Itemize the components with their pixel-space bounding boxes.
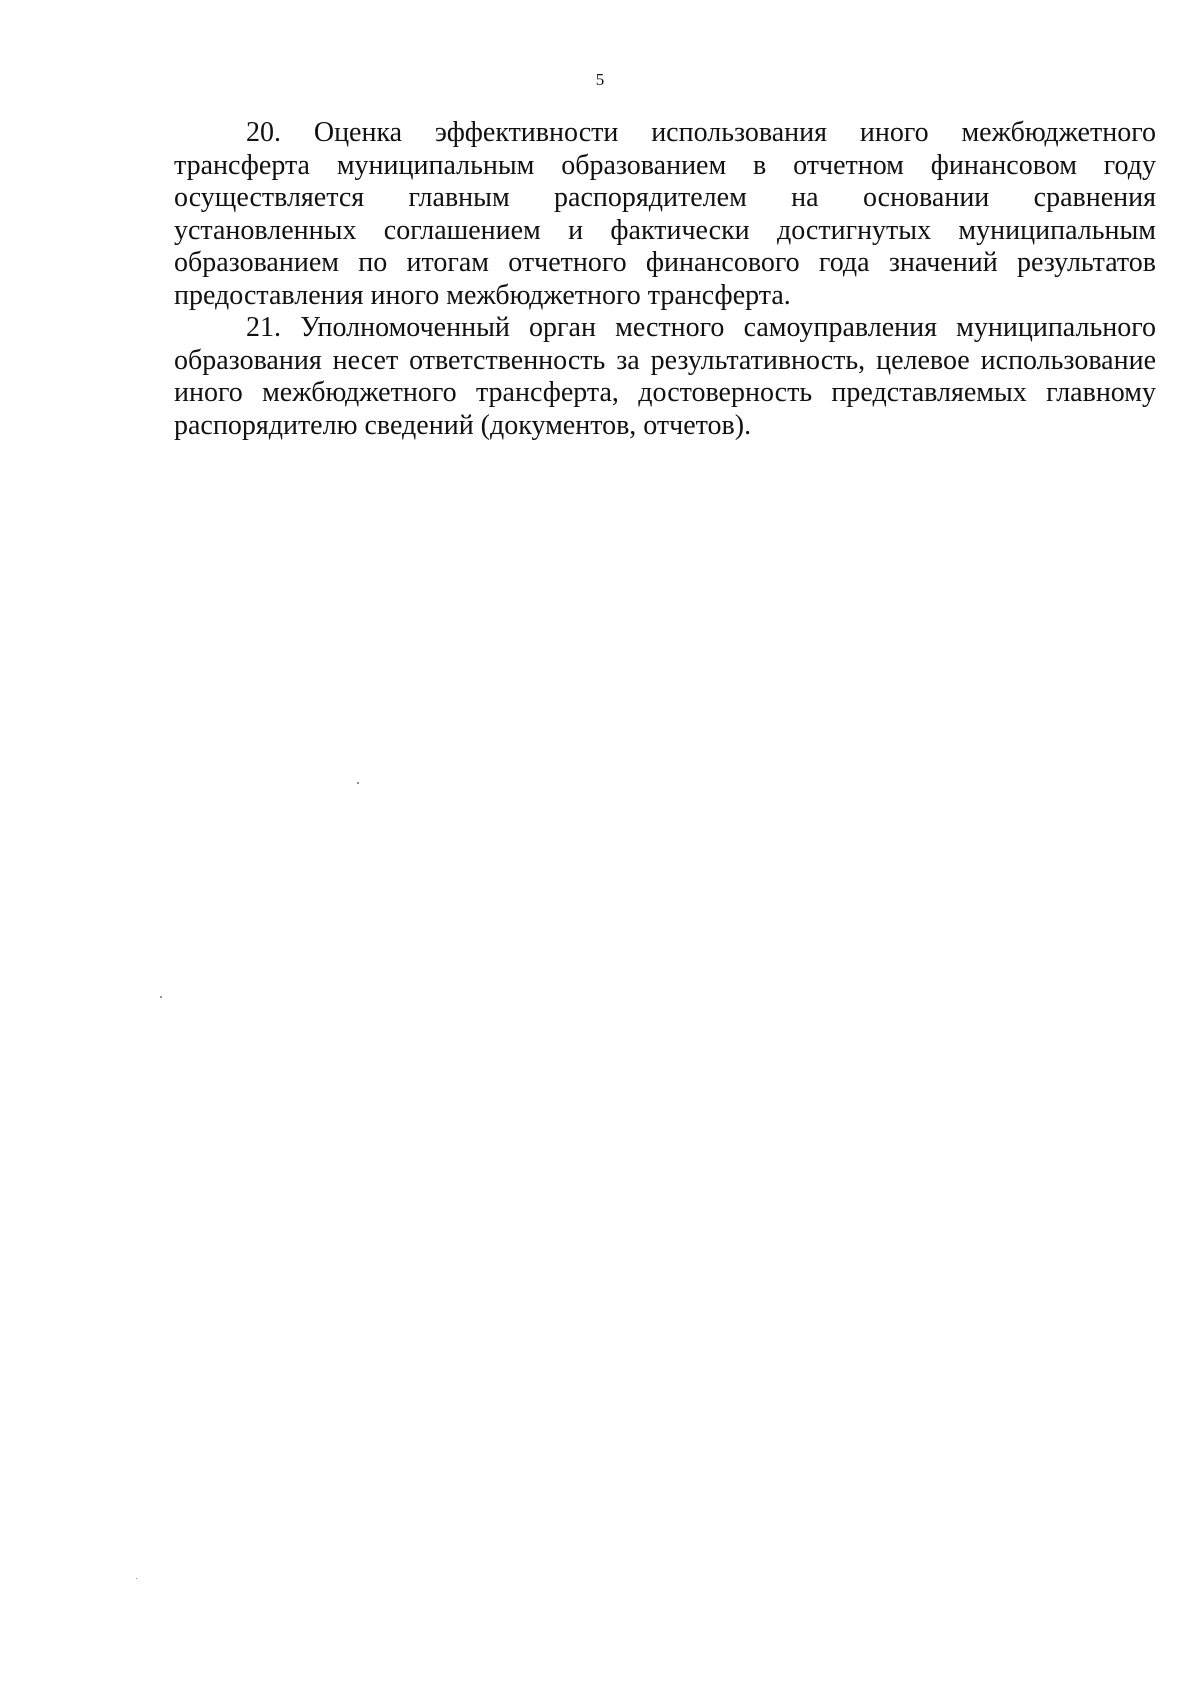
paragraph-20: 20. Оценка эффективности использования иного межбюджетного трансферта муниципальным образованием в отчетном финансовом году осуществляется главным распорядителем на основании сравнения установленных соглашением и фактически достигнутых муниципальным образованием по итогам отчетного финансового года значений результатов предоставления иного межбюджетного трансферта. — [174, 117, 1156, 311]
document-body — [174, 117, 1156, 442]
scan-speck — [136, 1578, 137, 1579]
scan-speck — [160, 996, 162, 998]
paragraph-21: 21. Уполномоченный орган местного самоуправления муниципального образования несет ответственность за результативность, целевое использование иного межбюджетного трансферта, достоверность представляемых главному распорядителю сведений (документов, отчетов). — [174, 312, 1156, 441]
scan-speck — [357, 782, 359, 784]
page-number: 5 — [595, 70, 605, 89]
